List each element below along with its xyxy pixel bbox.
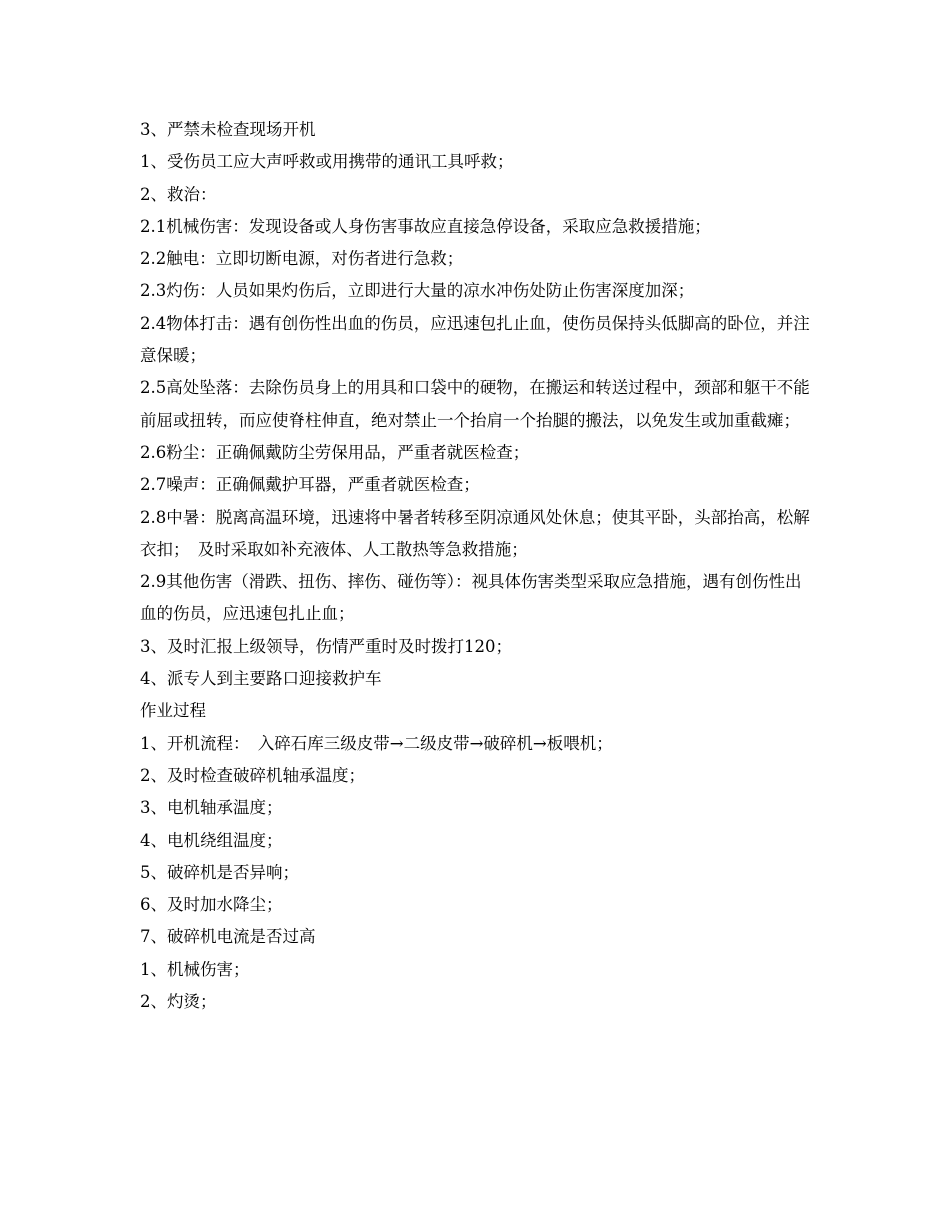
paragraph-report-to-leader: 3、及时汇报上级领导，伤情严重时及时拨打120；	[140, 636, 512, 656]
paragraph-dust: 2.6粉尘：正确佩戴防尘劳保用品，严重者就医检查；	[140, 442, 530, 462]
paragraph-fall-from-height: 2.5高处坠落：去除伤员身上的用具和口袋中的硬物，在搬运和转送过程中，颈部和躯干不能前屈或扭转，而应使脊柱伸直，绝对禁止一个抬肩一个抬腿的搬法，以免发生或加重截瘫；	[140, 378, 810, 430]
paragraph-no-start-without-inspection: 3、严禁未检查现场开机	[140, 120, 316, 139]
paragraph-crusher-noise: 5、破碎机是否异响；	[140, 862, 299, 882]
paragraph-meet-ambulance: 4、派专人到主要路口迎接救护车	[140, 669, 382, 689]
document-body	[140, 114, 815, 1018]
paragraph-startup-procedure: 1、开机流程： 入碎石库三级皮带→二级皮带→破碎机→板喂机；	[140, 733, 613, 753]
paragraph-burn: 2.3灼伤：人员如果灼伤后，立即进行大量的凉水冲伤处防止伤害深度加深；	[140, 281, 695, 301]
paragraph-treatment-heading: 2、救治：	[140, 184, 217, 204]
paragraph-heatstroke: 2.8中暑：脱离高温环境，迅速将中暑者转移至阴凉通风处休息；使其平卧，头部抬高，松解衣扣； 及时采取如补充液体、人工散热等急救措施；	[140, 507, 810, 559]
paragraph-crusher-current: 7、破碎机电流是否过高	[140, 927, 316, 947]
paragraph-electric-shock: 2.2触电：立即切断电源，对伤者进行急救；	[140, 249, 464, 269]
paragraph-mechanical-injury: 2.1机械伤害：发现设备或人身伤害事故应直接急停设备，采取应急救援措施；	[140, 216, 711, 236]
paragraph-noise: 2.7噪声：正确佩戴护耳器，严重者就医检查；	[140, 475, 480, 495]
paragraph-object-strike: 2.4物体打击：遇有创伤性出血的伤员，应迅速包扎止血，使伤员保持头低脚高的卧位，并注意保暖；	[140, 313, 810, 366]
paragraph-motor-winding-temperature: 4、电机绕组温度；	[140, 830, 283, 850]
paragraph-hazard-scald: 2、灼烫；	[140, 992, 217, 1012]
paragraph-other-injuries: 2.9其他伤害（滑跌、扭伤、摔伤、碰伤等）：视具体伤害类型采取应急措施，遇有创伤性出血的伤员，应迅速包扎止血；	[140, 572, 802, 624]
section-heading-work-process: 作业过程	[140, 701, 206, 721]
paragraph-hazard-mechanical: 1、机械伤害；	[140, 959, 250, 979]
paragraph-motor-bearing-temperature: 3、电机轴承温度；	[140, 798, 283, 818]
paragraph-call-for-help: 1、受伤员工应大声呼救或用携带的通讯工具呼救；	[140, 152, 514, 172]
paragraph-water-dust-reduction: 6、及时加水降尘；	[140, 895, 283, 915]
paragraph-check-bearing-temperature: 2、及时检查破碎机轴承温度；	[140, 765, 365, 785]
